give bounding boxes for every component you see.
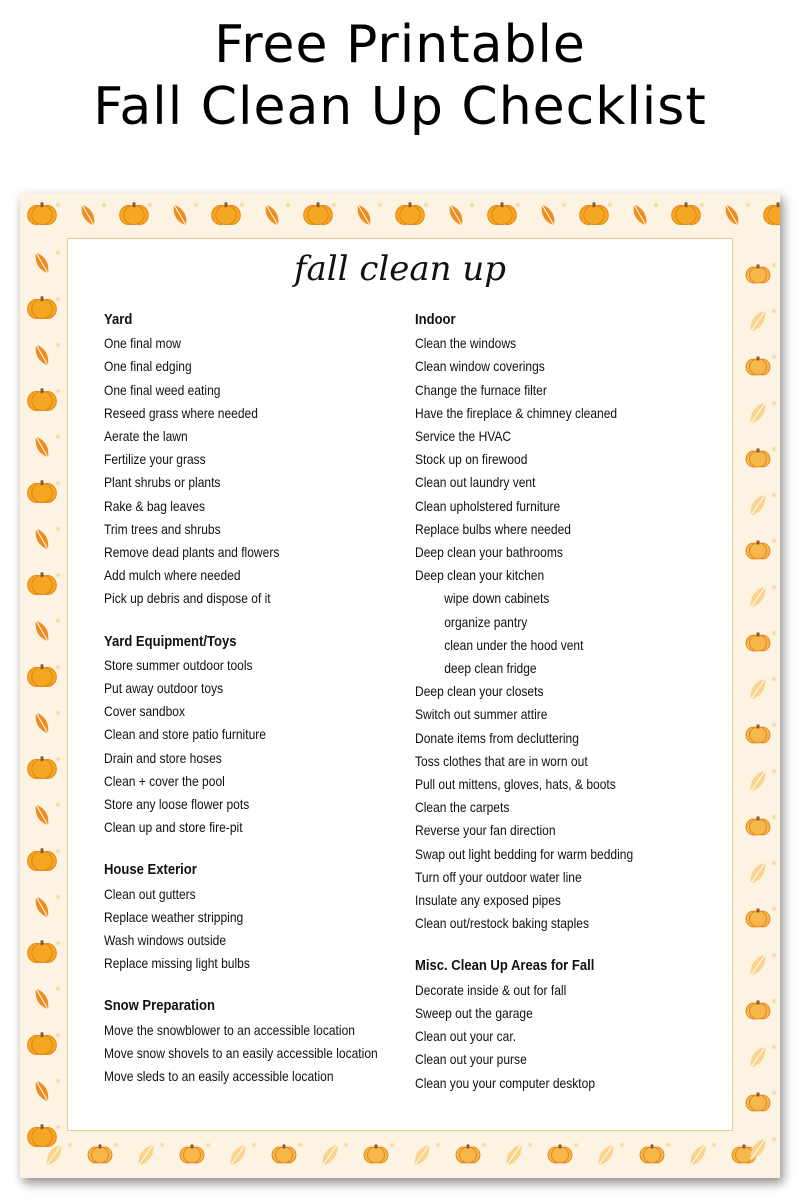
leaf-icon <box>722 202 742 228</box>
pumpkin-icon <box>28 848 57 870</box>
pumpkin-icon <box>746 1001 770 1020</box>
checklist-item: Replace weather stripping <box>104 908 244 925</box>
checklist-item: Reverse your fan direction <box>415 822 556 839</box>
dot-decoration <box>252 1143 256 1147</box>
checklist-item: Reseed grass where needed <box>104 404 258 421</box>
dot-decoration <box>772 1045 776 1049</box>
leaf-icon <box>686 1141 709 1168</box>
leaf-icon <box>746 767 769 794</box>
right-column <box>415 309 715 1115</box>
dot-decoration <box>332 203 336 207</box>
checklist-item: Deep clean your bathrooms <box>415 544 563 561</box>
dot-decoration <box>56 941 60 945</box>
checklist-item: Rake & bag leaves <box>104 497 206 514</box>
pumpkin-icon <box>746 1093 770 1112</box>
sheet-title: fall clean up <box>293 249 507 289</box>
checklist-item: Wash windows outside <box>104 932 227 949</box>
dot-decoration <box>516 203 520 207</box>
pumpkin-icon <box>28 664 57 686</box>
checklist-sheet <box>20 193 780 1178</box>
pumpkin-icon <box>28 480 57 502</box>
dot-decoration <box>114 1143 118 1147</box>
page-title-line-1: Free Printable <box>214 15 586 75</box>
pumpkin-icon <box>746 817 770 836</box>
pumpkin-icon <box>28 572 57 594</box>
dot-decoration <box>772 999 776 1003</box>
checklist-item: Switch out summer attire <box>415 706 548 723</box>
pumpkin-icon <box>28 202 57 224</box>
leaf-icon <box>32 342 52 368</box>
dot-decoration <box>772 1137 776 1141</box>
dot-decoration <box>56 389 60 393</box>
checklist-item: Clean out gutters <box>104 885 196 902</box>
checklist-item: One final edging <box>104 358 192 375</box>
checklist-content-area <box>67 238 733 1131</box>
dot-decoration <box>772 861 776 865</box>
dot-decoration <box>608 203 612 207</box>
section-heading: Yard <box>104 312 133 328</box>
leaf-icon <box>630 202 650 228</box>
dot-decoration <box>56 251 60 255</box>
pumpkin-icon <box>28 1032 57 1054</box>
checklist-item: Clean you your computer desktop <box>415 1074 596 1091</box>
dot-decoration <box>772 309 776 313</box>
section-heading: Yard Equipment/Toys <box>104 633 237 650</box>
leaf-icon <box>746 859 769 886</box>
checklist-item: Replace bulbs where needed <box>415 520 571 537</box>
dot-decoration <box>772 723 776 727</box>
dot-decoration <box>772 677 776 681</box>
leaf-icon <box>746 583 769 610</box>
pumpkin-icon <box>304 202 333 224</box>
dot-decoration <box>56 343 60 347</box>
pumpkin-icon <box>120 202 149 224</box>
dot-decoration <box>56 297 60 301</box>
checklist-item: Plant shrubs or plants <box>104 474 221 491</box>
checklist-item: One final mow <box>104 335 181 352</box>
page-title <box>0 14 800 138</box>
pumpkin-icon <box>746 541 770 560</box>
dot-decoration <box>56 895 60 899</box>
checklist-subitem: clean under the hood vent <box>444 636 584 653</box>
checklist-item: Replace missing light bulbs <box>104 955 250 972</box>
dot-decoration <box>56 711 60 715</box>
dot-decoration <box>772 953 776 957</box>
leaf-icon <box>32 802 52 828</box>
dot-decoration <box>654 203 658 207</box>
checklist-item: Move the snowblower to an accessible location <box>104 1021 355 1038</box>
dot-decoration <box>772 493 776 497</box>
checklist-item: Toss clothes that are in worn out <box>415 752 588 769</box>
dot-decoration <box>470 203 474 207</box>
pumpkin-icon <box>488 202 517 224</box>
dot-decoration <box>56 1033 60 1037</box>
dot-decoration <box>620 1143 624 1147</box>
page-title-line-2: Fall Clean Up Checklist <box>93 77 707 137</box>
checklist-item: Clean upholstered furniture <box>415 497 561 514</box>
checklist-item: Sweep out the garage <box>415 1004 533 1021</box>
checklist-item: Change the furnace filter <box>415 381 547 398</box>
checklist-item: Clean the windows <box>415 335 517 352</box>
dot-decoration <box>206 1143 210 1147</box>
checklist-item: Decorate inside & out for fall <box>415 981 567 998</box>
checklist-item: Store summer outdoor tools <box>104 656 253 673</box>
checklist-item: Donate items from decluttering <box>415 729 579 746</box>
checklist-item: Deep clean your kitchen <box>415 567 545 584</box>
leaf-icon <box>226 1141 249 1168</box>
pumpkin-icon <box>28 940 57 962</box>
dot-decoration <box>56 803 60 807</box>
dot-decoration <box>240 203 244 207</box>
leaf-icon <box>262 202 282 228</box>
dot-decoration <box>712 1143 716 1147</box>
checklist-item: Pick up debris and dispose of it <box>104 590 271 607</box>
leaf-icon <box>32 526 52 552</box>
leaf-icon <box>32 434 52 460</box>
dot-decoration <box>56 757 60 761</box>
leaf-icon <box>746 1043 769 1070</box>
dot-decoration <box>56 665 60 669</box>
leaf-icon <box>32 710 52 736</box>
pumpkin-icon <box>28 756 57 778</box>
pumpkin-icon <box>746 725 770 744</box>
dot-decoration <box>436 1143 440 1147</box>
left-column <box>104 309 404 1108</box>
leaf-icon <box>78 202 98 228</box>
checklist-item: Trim trees and shrubs <box>104 520 221 537</box>
pumpkin-icon <box>548 1145 572 1164</box>
checklist-item: Store any loose flower pots <box>104 796 250 813</box>
dot-decoration <box>700 203 704 207</box>
dot-decoration <box>56 573 60 577</box>
pumpkin-icon <box>746 449 770 468</box>
checklist-item: Clean out laundry vent <box>415 474 536 491</box>
checklist-item: Have the fireplace & chimney cleaned <box>415 404 618 421</box>
dot-decoration <box>194 203 198 207</box>
leaf-icon <box>746 675 769 702</box>
leaf-icon <box>746 951 769 978</box>
checklist-item: Move sleds to an easily accessible location <box>104 1068 334 1085</box>
pumpkin-icon <box>364 1145 388 1164</box>
leaf-icon <box>32 618 52 644</box>
section-yard <box>104 309 404 611</box>
checklist-item: Clean up and store fire-pit <box>104 819 243 836</box>
checklist-item: Insulate any exposed pipes <box>415 892 561 909</box>
dot-decoration <box>772 1091 776 1095</box>
checklist-item: Swap out light bedding for warm bedding <box>415 845 634 862</box>
dot-decoration <box>772 631 776 635</box>
leaf-icon <box>746 491 769 518</box>
dot-decoration <box>102 203 106 207</box>
pumpkin-icon <box>746 265 770 284</box>
checklist-item: Drain and store hoses <box>104 749 222 766</box>
checklist-item: Put away outdoor toys <box>104 680 224 697</box>
leaf-icon <box>538 202 558 228</box>
dot-decoration <box>344 1143 348 1147</box>
dot-decoration <box>574 1143 578 1147</box>
dot-decoration <box>772 263 776 267</box>
section-heading: Indoor <box>415 312 456 328</box>
pumpkin-icon <box>88 1145 112 1164</box>
pumpkin-icon <box>746 357 770 376</box>
dot-decoration <box>56 1079 60 1083</box>
checklist-item: Clean out your car. <box>415 1028 517 1045</box>
dot-decoration <box>56 203 60 207</box>
dot-decoration <box>56 527 60 531</box>
leaf-icon <box>410 1141 433 1168</box>
section-house-exterior <box>104 859 404 975</box>
dot-decoration <box>56 619 60 623</box>
leaf-icon <box>354 202 374 228</box>
dot-decoration <box>772 585 776 589</box>
leaf-icon <box>32 986 52 1012</box>
leaf-icon <box>32 1078 52 1104</box>
dot-decoration <box>56 435 60 439</box>
dot-decoration <box>68 1143 72 1147</box>
section-indoor <box>415 309 715 935</box>
dot-decoration <box>772 447 776 451</box>
checklist-item: One final weed eating <box>104 381 221 398</box>
pumpkin-icon <box>180 1145 204 1164</box>
checklist-item: Remove dead plants and flowers <box>104 544 280 561</box>
section-snow-preparation <box>104 995 404 1088</box>
leaf-icon <box>746 399 769 426</box>
dot-decoration <box>160 1143 164 1147</box>
dot-decoration <box>56 987 60 991</box>
section-heading: Misc. Clean Up Areas for Fall <box>415 958 595 975</box>
checklist-item: Aerate the lawn <box>104 428 188 445</box>
checklist-item: Fertilize your grass <box>104 451 206 468</box>
pumpkin-icon <box>28 388 57 410</box>
dot-decoration <box>772 539 776 543</box>
dot-decoration <box>666 1143 670 1147</box>
leaf-icon <box>746 307 769 334</box>
leaf-icon <box>318 1141 341 1168</box>
dot-decoration <box>772 907 776 911</box>
checklist-item: Turn off your outdoor water line <box>415 868 582 885</box>
checklist-item: Stock up on firewood <box>415 451 528 468</box>
checklist-item: Clean + cover the pool <box>104 772 225 789</box>
pumpkin-icon <box>28 1124 57 1146</box>
pumpkin-icon <box>396 202 425 224</box>
checklist-item: Add mulch where needed <box>104 567 241 584</box>
checklist-item: Move snow shovels to an easily accessible location <box>104 1044 378 1061</box>
leaf-icon <box>502 1141 525 1168</box>
pumpkin-icon <box>672 202 701 224</box>
dot-decoration <box>528 1143 532 1147</box>
section-yard-equipment-toys <box>104 631 404 840</box>
pumpkin-icon <box>746 909 770 928</box>
leaf-icon <box>170 202 190 228</box>
dot-decoration <box>298 1143 302 1147</box>
pumpkin-icon <box>580 202 609 224</box>
leaf-icon <box>446 202 466 228</box>
section-heading: House Exterior <box>104 862 197 879</box>
dot-decoration <box>482 1143 486 1147</box>
pumpkin-icon <box>746 633 770 652</box>
dot-decoration <box>56 849 60 853</box>
checklist-subitem: deep clean fridge <box>444 660 537 677</box>
checklist-subitem: organize pantry <box>444 613 528 630</box>
dot-decoration <box>56 481 60 485</box>
pumpkin-icon <box>456 1145 480 1164</box>
checklist-item: Clean and store patio furniture <box>104 726 266 743</box>
checklist-item: Clean the carpets <box>415 799 510 816</box>
checklist-item: Pull out mittens, gloves, hats, & boots <box>415 776 616 793</box>
leaf-icon <box>32 250 52 276</box>
pumpkin-icon <box>28 296 57 318</box>
pumpkin-icon <box>640 1145 664 1164</box>
section-heading: Snow Preparation <box>104 998 215 1015</box>
dot-decoration <box>424 203 428 207</box>
pumpkin-icon <box>272 1145 296 1164</box>
leaf-icon <box>594 1141 617 1168</box>
checklist-item: Cover sandbox <box>104 703 185 720</box>
section-misc-clean-up-areas-for-fall <box>415 955 715 1094</box>
dot-decoration <box>148 203 152 207</box>
pumpkin-icon <box>212 202 241 224</box>
leaf-icon <box>134 1141 157 1168</box>
checklist-item: Clean out your purse <box>415 1051 527 1068</box>
dot-decoration <box>56 1125 60 1129</box>
dot-decoration <box>772 401 776 405</box>
dot-decoration <box>286 203 290 207</box>
dot-decoration <box>378 203 382 207</box>
checklist-item: Clean window coverings <box>415 358 545 375</box>
dot-decoration <box>746 203 750 207</box>
dot-decoration <box>772 815 776 819</box>
checklist-item: Deep clean your closets <box>415 683 544 700</box>
dot-decoration <box>772 355 776 359</box>
leaf-icon <box>778 1141 780 1168</box>
checklist-subitem: wipe down cabinets <box>444 590 550 607</box>
pumpkin-icon <box>764 202 780 224</box>
dot-decoration <box>772 769 776 773</box>
checklist-item: Clean out/restock baking staples <box>415 915 590 932</box>
dot-decoration <box>390 1143 394 1147</box>
checklist-item: Service the HVAC <box>415 428 512 445</box>
dot-decoration <box>562 203 566 207</box>
leaf-icon <box>32 894 52 920</box>
